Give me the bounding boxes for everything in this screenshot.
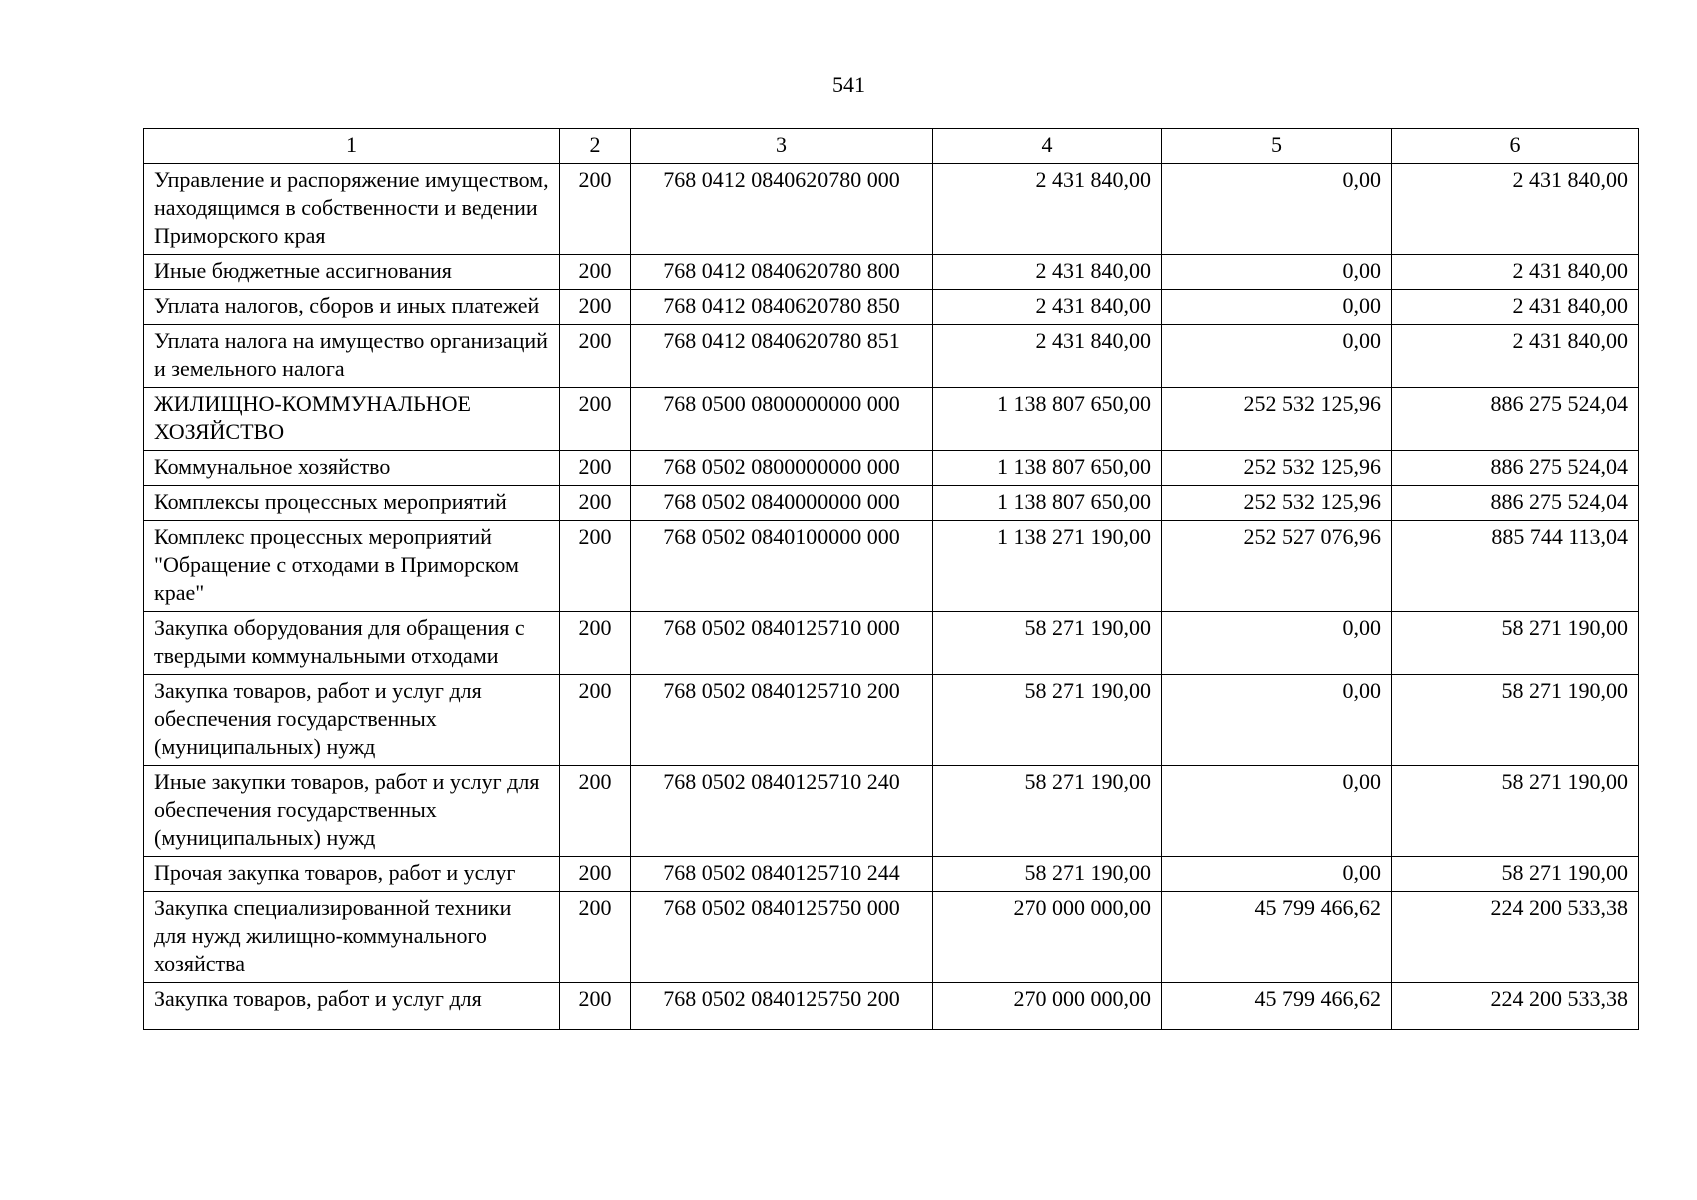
- row-code-cell: 200: [560, 675, 631, 766]
- row-code-cell: 200: [560, 164, 631, 255]
- row-col5-value: 0,00: [1162, 612, 1392, 675]
- row-classification-cell: 768 0502 0840125710 200: [631, 675, 933, 766]
- column-header: 1: [144, 129, 560, 164]
- row-classification-cell: 768 0502 0840100000 000: [631, 521, 933, 612]
- row-code-cell: 200: [560, 325, 631, 388]
- row-col5-value: 0,00: [1162, 164, 1392, 255]
- row-classification-cell: 768 0412 0840620780 800: [631, 255, 933, 290]
- row-name-cell: Уплата налогов, сборов и иных платежей: [144, 290, 560, 325]
- row-name-cell: Закупка товаров, работ и услуг для обеспечения государственных (муниципальных) нужд: [144, 675, 560, 766]
- row-col5-value: 252 532 125,96: [1162, 451, 1392, 486]
- table-row: [144, 255, 1639, 290]
- row-col5-value: 0,00: [1162, 325, 1392, 388]
- row-name-cell: Иные бюджетные ассигнования: [144, 255, 560, 290]
- row-classification-cell: 768 0502 0800000000 000: [631, 451, 933, 486]
- table-row: [144, 983, 1639, 1030]
- row-code-cell: 200: [560, 983, 631, 1030]
- row-col5-value: 0,00: [1162, 255, 1392, 290]
- row-classification-cell: 768 0502 0840125750 000: [631, 892, 933, 983]
- row-col4-value: 58 271 190,00: [933, 857, 1162, 892]
- row-col6-value: 886 275 524,04: [1392, 486, 1639, 521]
- row-col4-value: 58 271 190,00: [933, 612, 1162, 675]
- row-col5-value: 0,00: [1162, 675, 1392, 766]
- row-name-cell: Прочая закупка товаров, работ и услуг: [144, 857, 560, 892]
- row-classification-cell: 768 0412 0840620780 000: [631, 164, 933, 255]
- row-col5-value: 252 527 076,96: [1162, 521, 1392, 612]
- table-row: [144, 290, 1639, 325]
- row-col6-value: 58 271 190,00: [1392, 857, 1639, 892]
- row-name-cell: Коммунальное хозяйство: [144, 451, 560, 486]
- row-name-cell: Закупка специализированной техники для нужд жилищно-коммунального хозяйства: [144, 892, 560, 983]
- row-name-cell: Комплекс процессных мероприятий "Обращение с отходами в Приморском крае": [144, 521, 560, 612]
- table-row: [144, 521, 1639, 612]
- row-code-cell: 200: [560, 766, 631, 857]
- row-col4-value: 58 271 190,00: [933, 675, 1162, 766]
- row-col4-value: 1 138 807 650,00: [933, 388, 1162, 451]
- row-classification-cell: 768 0502 0840000000 000: [631, 486, 933, 521]
- row-col6-value: 58 271 190,00: [1392, 675, 1639, 766]
- row-col4-value: 58 271 190,00: [933, 766, 1162, 857]
- table-body: [144, 164, 1639, 1030]
- row-col4-value: 2 431 840,00: [933, 164, 1162, 255]
- row-name-cell: Закупка товаров, работ и услуг для: [144, 983, 560, 1030]
- column-header: 2: [560, 129, 631, 164]
- column-header: 6: [1392, 129, 1639, 164]
- row-col5-value: 252 532 125,96: [1162, 486, 1392, 521]
- table-row: [144, 164, 1639, 255]
- table-row: [144, 612, 1639, 675]
- row-code-cell: 200: [560, 857, 631, 892]
- row-code-cell: 200: [560, 892, 631, 983]
- page-number: 541: [832, 72, 865, 97]
- row-classification-cell: 768 0502 0840125750 200: [631, 983, 933, 1030]
- row-col4-value: 270 000 000,00: [933, 983, 1162, 1030]
- row-code-cell: 200: [560, 255, 631, 290]
- row-col6-value: 886 275 524,04: [1392, 451, 1639, 486]
- row-classification-cell: 768 0502 0840125710 240: [631, 766, 933, 857]
- row-col5-value: 45 799 466,62: [1162, 892, 1392, 983]
- table-row: [144, 766, 1639, 857]
- row-name-cell: Управление и распоряжение имуществом, находящимся в собственности и ведении Приморского края: [144, 164, 560, 255]
- row-col6-value: 224 200 533,38: [1392, 983, 1639, 1030]
- row-col5-value: 0,00: [1162, 290, 1392, 325]
- row-col4-value: 2 431 840,00: [933, 325, 1162, 388]
- row-code-cell: 200: [560, 521, 631, 612]
- row-col4-value: 2 431 840,00: [933, 290, 1162, 325]
- row-classification-cell: 768 0412 0840620780 851: [631, 325, 933, 388]
- row-col6-value: 886 275 524,04: [1392, 388, 1639, 451]
- table-row: [144, 675, 1639, 766]
- row-col5-value: 0,00: [1162, 857, 1392, 892]
- row-col6-value: 2 431 840,00: [1392, 290, 1639, 325]
- row-col4-value: 1 138 271 190,00: [933, 521, 1162, 612]
- row-classification-cell: 768 0500 0800000000 000: [631, 388, 933, 451]
- row-col5-value: 45 799 466,62: [1162, 983, 1392, 1030]
- row-code-cell: 200: [560, 451, 631, 486]
- row-code-cell: 200: [560, 290, 631, 325]
- row-classification-cell: 768 0412 0840620780 850: [631, 290, 933, 325]
- row-col4-value: 2 431 840,00: [933, 255, 1162, 290]
- column-header: 4: [933, 129, 1162, 164]
- row-col6-value: 2 431 840,00: [1392, 255, 1639, 290]
- row-name-cell: Иные закупки товаров, работ и услуг для обеспечения государственных (муниципальных) нужд: [144, 766, 560, 857]
- table-row: [144, 486, 1639, 521]
- row-name-cell: ЖИЛИЩНО-КОММУНАЛЬНОЕ ХОЗЯЙСТВО: [144, 388, 560, 451]
- table-row: [144, 388, 1639, 451]
- row-col4-value: 1 138 807 650,00: [933, 486, 1162, 521]
- row-code-cell: 200: [560, 612, 631, 675]
- table-row: [144, 857, 1639, 892]
- row-code-cell: 200: [560, 388, 631, 451]
- table-row: [144, 892, 1639, 983]
- row-name-cell: Комплексы процессных мероприятий: [144, 486, 560, 521]
- row-classification-cell: 768 0502 0840125710 244: [631, 857, 933, 892]
- row-code-cell: 200: [560, 486, 631, 521]
- row-name-cell: Уплата налога на имущество организаций и земельного налога: [144, 325, 560, 388]
- row-col6-value: 2 431 840,00: [1392, 325, 1639, 388]
- budget-table: [143, 128, 1639, 1030]
- row-name-cell: Закупка оборудования для обращения с твердыми коммунальными отходами: [144, 612, 560, 675]
- row-col6-value: 2 431 840,00: [1392, 164, 1639, 255]
- row-col6-value: 58 271 190,00: [1392, 612, 1639, 675]
- table-row: [144, 451, 1639, 486]
- row-col4-value: 1 138 807 650,00: [933, 451, 1162, 486]
- row-col6-value: 58 271 190,00: [1392, 766, 1639, 857]
- row-col6-value: 885 744 113,04: [1392, 521, 1639, 612]
- table-row: [144, 325, 1639, 388]
- header-row: [144, 129, 1639, 164]
- row-col4-value: 270 000 000,00: [933, 892, 1162, 983]
- row-col5-value: 252 532 125,96: [1162, 388, 1392, 451]
- column-header: 3: [631, 129, 933, 164]
- column-header: 5: [1162, 129, 1392, 164]
- row-col6-value: 224 200 533,38: [1392, 892, 1639, 983]
- row-col5-value: 0,00: [1162, 766, 1392, 857]
- row-classification-cell: 768 0502 0840125710 000: [631, 612, 933, 675]
